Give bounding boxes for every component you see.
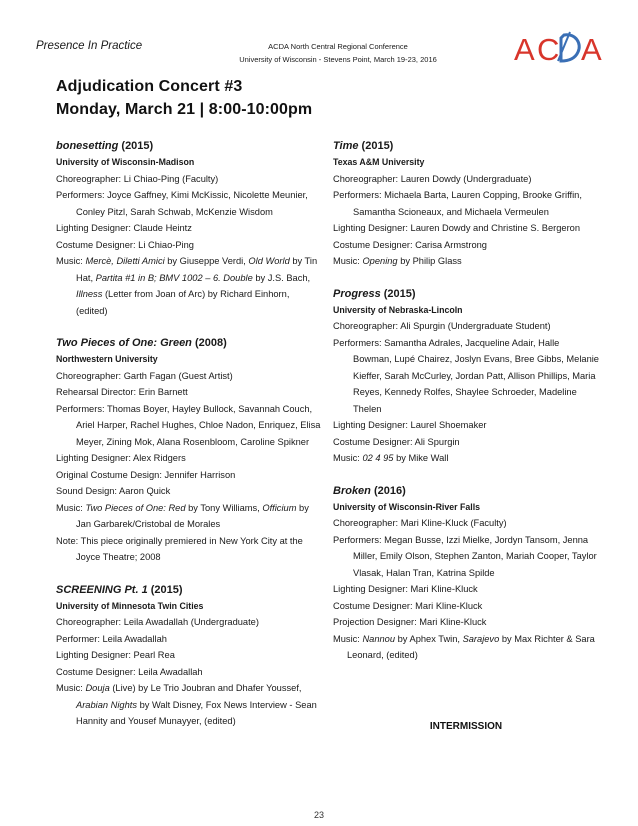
music-credit: by Tony Williams, (185, 502, 263, 513)
performers: Performers: Megan Busse, Izzi Mielke, Jordyn Tansom, Jenna Miller, Emily Olson, Stephen Zanton, Mariah Cooper, Taylor Vlasak, Halan Tran, Katrina Spilde (333, 534, 597, 578)
piece-title: Two Pieces of One: Green (56, 337, 192, 349)
conference-name: ACDA North Central Regional Conference (268, 42, 408, 51)
costume-designer: Costume Designer: Carisa Armstrong (333, 239, 487, 250)
performers: Performers: Samantha Adrales, Jacqueline Adair, Halle Bowman, Lupé Chairez, Joslyn Evans, Bree Gibbs, Melanie Kieffer, Sarah McCurley, Jordan Patt, Allison Phillips, Maria Reyes, Kennedy Rolfes, Shaylee Schroeder, Madeline Thelen (333, 337, 599, 414)
music-credit: by Mike Wall (393, 453, 449, 463)
lighting-designer: Lighting Designer: Laurel Shoemaker (333, 420, 487, 430)
costume-designer: Costume Designer: Ali Spurgin (333, 436, 460, 447)
school-name: University of Wisconsin-River Falls (333, 501, 481, 512)
music-label: Music: (56, 683, 86, 693)
choreographer: Choreographer: Mari Kline-Kluck (Faculty) (333, 518, 507, 528)
piece-title: SCREENING Pt. 1 (56, 583, 148, 596)
entry-progress (333, 286, 599, 467)
music-work: 02 4 95 (362, 453, 394, 463)
music-credit: by Max Richter & Sara Leonard, (edited) (347, 633, 595, 660)
piece-title-line (333, 483, 599, 499)
sound-designer: Sound Design: Aaron Quick (56, 486, 171, 496)
lighting-designer: Lighting Designer: Alex Ridgers (56, 453, 186, 463)
school-name: Texas A&M University (333, 157, 425, 167)
music-work: Nannou (362, 633, 396, 644)
concert-title: Adjudication Concert #3 (56, 78, 243, 95)
performers: Performers: Thomas Boyer, Hayley Bullock, Savannah Couch, Ariel Harper, Rachel Hughes, Chloe Nadon, Enriquez, Elisa Meyer, Zining Mok, Alana Rosenbloom, Caroline Spikner (56, 403, 321, 447)
choreographer: Choreographer: Leila Awadallah (Undergraduate) (56, 617, 259, 627)
music-credit: by Tin Hat, (76, 256, 318, 283)
piece-title: bonesetting (56, 140, 119, 152)
performers: Performers: Michaela Barta, Lauren Copping, Brooke Griffin, Samantha Scioneaux, and Michaela Vermeulen (333, 190, 582, 217)
music-credit: by Walt Disney, Fox News Interview - Sean Hannity and Yousef Munayyer, (edited) (76, 699, 317, 726)
choreographer: Choreographer: Garth Fagan (Guest Artist) (56, 370, 233, 381)
music-credits (56, 253, 322, 319)
piece-title: Broken (333, 484, 371, 497)
piece-title: Progress (333, 287, 381, 300)
svg-text:A: A (581, 32, 602, 64)
piece-title-line (56, 335, 322, 351)
choreographer: Choreographer: Li Chiao-Ping (Faculty) (56, 173, 219, 184)
music-credits (333, 253, 599, 270)
music-label: Music: (333, 633, 363, 644)
header-conference-info (188, 40, 488, 66)
rehearsal-director: Rehearsal Director: Erin Barnett (56, 387, 188, 397)
piece-year: (2016) (373, 484, 406, 497)
projection-designer: Projection Designer: Mari Kline-Kluck (333, 617, 487, 627)
entry-bonesetting (56, 138, 322, 319)
lighting-designer: Lighting Designer: Lauren Dowdy and Christine S. Bergeron (333, 223, 581, 233)
piece-year: (2008) (194, 337, 227, 349)
acda-logo-icon (512, 30, 608, 64)
music-work: Two Pieces of One: Red (85, 502, 186, 513)
choreographer: Choreographer: Ali Spurgin (Undergraduate Student) (333, 321, 551, 331)
page-number: 23 (313, 810, 324, 820)
music-work: Partita #1 in B; BMV 1002 – 6. Double (95, 272, 253, 283)
music-credit: by Giuseppe Verdi, (164, 256, 249, 266)
piece-year: (2015) (361, 140, 394, 152)
music-credit: by Jan Garbarek/Cristobal de Morales (76, 502, 309, 529)
costume-designer: Original Costume Design: Jennifer Harrison (56, 469, 236, 480)
music-work: Douja (85, 683, 110, 693)
music-credit: by Philip Glass (397, 256, 462, 266)
header-presence-in-practice: Presence In Practice (36, 40, 143, 52)
music-label: Music: (333, 453, 363, 463)
piece-title-line (56, 138, 322, 154)
piece-title: Time (333, 140, 359, 152)
costume-designer: Costume Designer: Mari Kline-Kluck (333, 600, 483, 611)
music-work: Opening (362, 256, 398, 266)
piece-year: (2015) (383, 287, 416, 300)
music-work: Old World (248, 256, 290, 266)
music-credit: by J.S. Bach, (252, 272, 311, 283)
school-name: University of Nebraska-Lincoln (333, 304, 463, 315)
lighting-designer: Lighting Designer: Pearl Rea (56, 650, 175, 660)
entry-two-pieces-of-one (56, 335, 322, 566)
lighting-designer: Lighting Designer: Mari Kline-Kluck (333, 584, 478, 594)
music-credits (333, 450, 599, 467)
left-column (56, 138, 322, 746)
piece-year: (2015) (150, 583, 183, 596)
music-label: Music: (333, 256, 363, 266)
choreographer: Choreographer: Lauren Dowdy (Undergraduate) (333, 173, 532, 184)
music-work: Sarajevo (462, 633, 500, 644)
costume-designer: Costume Designer: Leila Awadallah (56, 666, 203, 677)
music-credit: (Letter from Joan of Arc) by Richard Einhorn, (edited) (76, 289, 290, 316)
costume-designer: Costume Designer: Li Chiao-Ping (56, 239, 194, 250)
school-name: University of Minnesota Twin Cities (56, 600, 204, 611)
music-credit: by Aphex Twin, (395, 633, 463, 644)
school-name: Northwestern University (56, 354, 158, 364)
piece-title-line (333, 138, 599, 154)
concert-date-time: Monday, March 21 | 8:00-10:00pm (56, 101, 313, 118)
music-work: Officium (262, 502, 297, 513)
entry-time (333, 138, 599, 270)
conference-location: University of Wisconsin - Stevens Point, March 19-23, 2016 (239, 55, 437, 64)
entry-screening (56, 582, 322, 730)
music-work: Illness (76, 289, 103, 299)
lighting-designer: Lighting Designer: Claude Heintz (56, 223, 192, 233)
svg-text:C: C (537, 32, 560, 64)
intermission-label: INTERMISSION (429, 721, 503, 732)
music-credit: (Live) by Le Trio Joubran and Dhafer Youssef, (109, 683, 302, 693)
performer: Performer: Leila Awadallah (56, 633, 167, 644)
right-column (333, 138, 599, 680)
entry-broken (333, 483, 599, 664)
music-work: Mercè, Diletti Amici (85, 256, 165, 266)
performers: Performers: Joyce Gaffney, Kimi McKissic, Nicolette Meunier, Conley Pitzl, Sarah Schwab, McKenzie Wisdom (56, 190, 308, 217)
piece-title-line (333, 286, 599, 302)
music-label: Music: (56, 256, 86, 266)
music-credits (56, 680, 322, 730)
music-work: Arabian Nights (76, 699, 137, 710)
premiere-note: Note: This piece originally premiered in New York City at the Joyce Theatre; 2008 (56, 535, 303, 562)
music-credits (56, 500, 322, 533)
piece-title-line (56, 582, 322, 598)
svg-text:A: A (514, 32, 536, 64)
music-label: Music: (56, 502, 86, 513)
music-credits (333, 631, 599, 664)
school-name: University of Wisconsin-Madison (56, 157, 195, 167)
piece-year: (2015) (121, 140, 154, 152)
